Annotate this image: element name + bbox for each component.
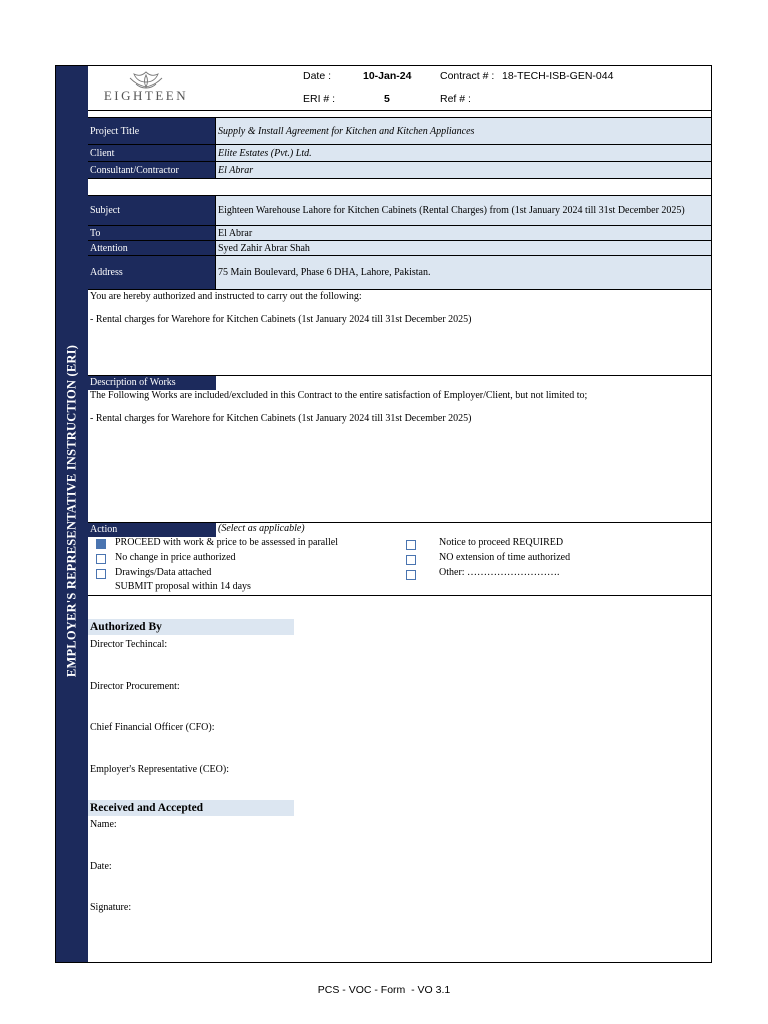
director-technical-label: Director Techincal: [90,639,168,650]
received-heading: Received and Accepted [88,800,294,816]
subject-row [88,196,711,226]
project-title-label: Project Title [88,118,216,144]
no-price-change-option-label: No change in price authorized [115,552,236,563]
form-sidebar [56,66,88,962]
received-name-label: Name: [90,819,117,830]
client-row [88,145,711,162]
no-extension-option-label: NO extension of time authorized [439,552,571,563]
other-option-label: Other: ………………………. [439,567,560,578]
notice-to-proceed-checkbox[interactable] [406,540,416,550]
no-price-change-checkbox[interactable] [96,554,106,564]
client-value: Elite Estates (Pvt.) Ltd. [216,145,711,161]
ref-label: Ref # : [440,93,471,105]
ceo-label: Employer's Representative (CEO): [90,764,229,775]
works-intro: The Following Works are included/excluded in this Contract to the entire satisfaction of Employer/Client, but not limited to; [90,390,588,401]
works-block [88,376,711,523]
drawings-attached-checkbox[interactable] [96,569,106,579]
director-procurement-label: Director Procurement: [90,681,180,692]
submit-proposal-option-label: SUBMIT proposal within 14 days [115,581,251,592]
project-title-row [88,118,711,145]
subject-label: Subject [88,196,216,225]
address-label: Address [88,256,216,289]
attention-label: Attention [88,241,216,255]
client-label: Client [88,145,216,161]
spacer-row [88,110,711,118]
project-title-value: Supply & Install Agreement for Kitchen and Kitchen Appliances [216,118,711,144]
works-item: - Rental charges for Warehore for Kitchen Cabinets (1st January 2024 till 31st December 2025) [90,413,472,424]
consultant-row [88,162,711,179]
attention-row [88,241,711,256]
no-extension-checkbox[interactable] [406,555,416,565]
authorized-heading: Authorized By [88,619,294,635]
cfo-label: Chief Financial Officer (CFO): [90,722,215,733]
received-date-label: Date: [90,861,112,872]
action-note: (Select as applicable) [218,523,305,534]
drawings-attached-option-label: Drawings/Data attached [115,567,212,578]
company-logo [96,70,196,108]
form-footer: PCS - VOC - Form - VO 3.1 [317,984,451,996]
spacer-row [88,179,711,196]
date-value: 10-Jan-24 [363,70,412,82]
contract-label: Contract # : [440,70,495,82]
to-value: El Abrar [216,226,711,240]
eri-value: 5 [384,93,390,105]
contract-value: 18-TECH-ISB-GEN-044 [502,70,614,82]
eri-form [55,65,712,963]
form-content [88,66,711,962]
address-value: 75 Main Boulevard, Phase 6 DHA, Lahore, Pakistan. [216,256,711,289]
instruction-item: - Rental charges for Warehore for Kitchen Cabinets (1st January 2024 till 31st December 2025) [90,314,472,325]
proceed-checkbox[interactable] [96,539,106,549]
action-label: Action [88,523,216,537]
attention-value: Syed Zahir Abrar Shah [216,241,711,255]
other-checkbox[interactable] [406,570,416,580]
received-signature-label: Signature: [90,902,132,913]
consultant-value: El Abrar [216,162,711,178]
to-row [88,226,711,241]
logo-wordmark: EIGHTEEN [103,88,189,103]
form-header [88,66,711,111]
proceed-option-label: PROCEED with work & price to be assessed in parallel [115,537,339,548]
consultant-label: Consultant/Contractor [88,162,216,178]
notice-to-proceed-option-label: Notice to proceed REQUIRED [439,537,564,548]
logo-emblem-icon [124,70,168,90]
eri-label: ERI # : [303,93,336,105]
instruction-block [88,290,711,376]
address-row [88,256,711,290]
to-label: To [88,226,216,240]
date-label: Date : [303,70,332,82]
instruction-intro: You are hereby authorized and instructed to carry out the following: [90,291,362,302]
works-label: Description of Works [88,376,216,390]
subject-value: Eighteen Warehouse Lahore for Kitchen Cabinets (Rental Charges) from (1st January 2024 till 31st December 2025) [216,196,711,225]
form-title-vertical: EMPLOYER'S REPRESENTATIVE INSTRUCTION (ERI) [64,344,79,678]
action-block [88,523,711,596]
